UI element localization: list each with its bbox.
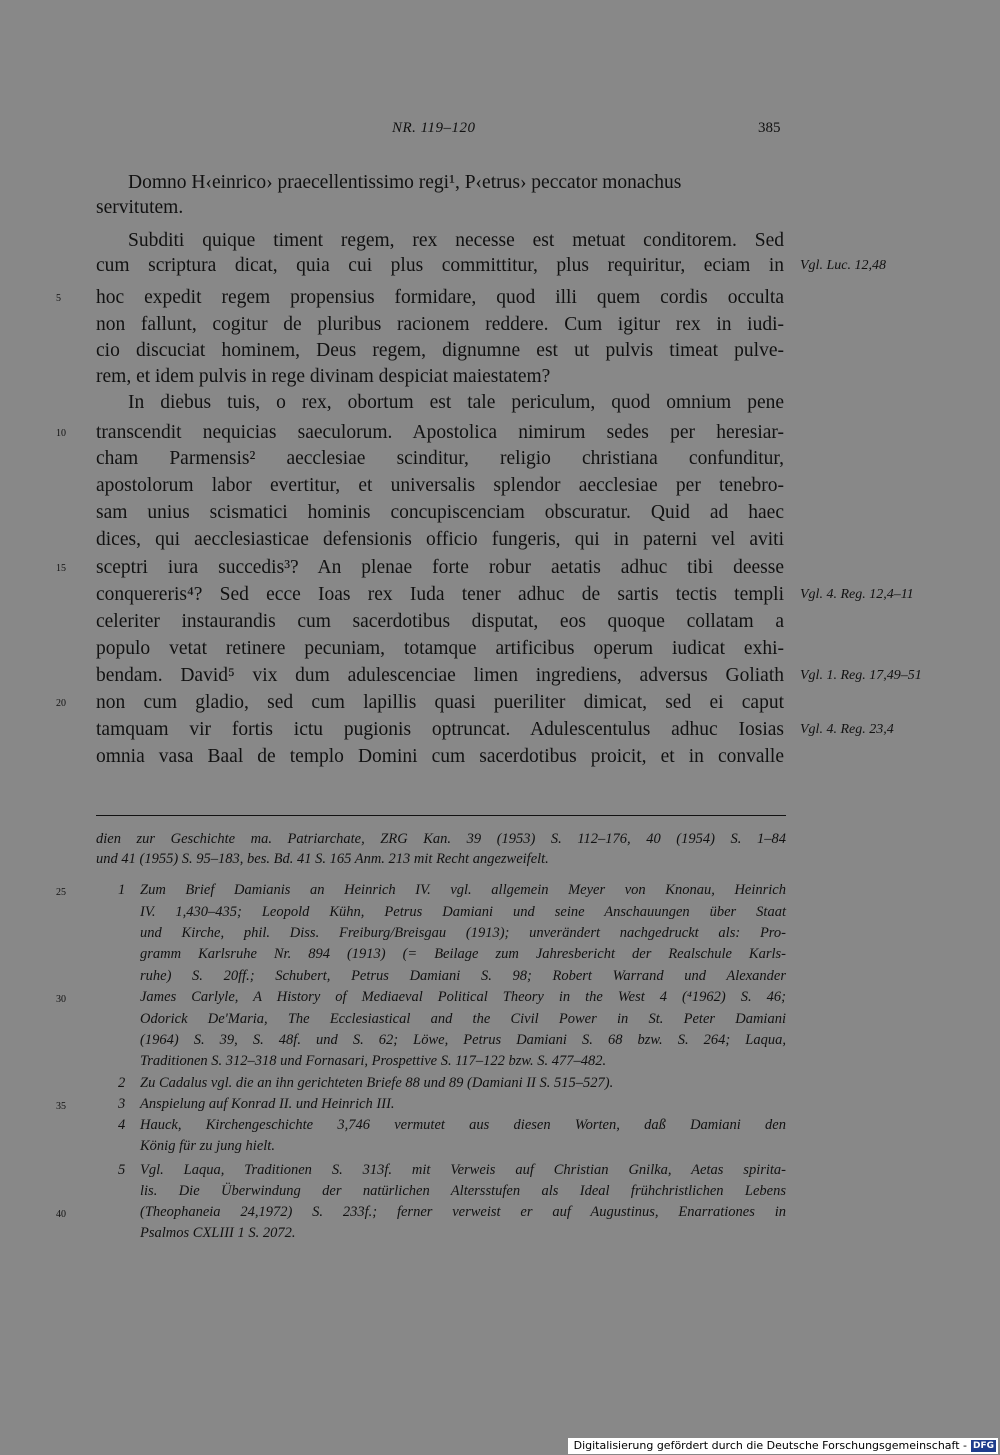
body-line: dices, qui aecclesiasticae defensionis officio fungeris, qui in paterni vel aviti	[96, 529, 784, 550]
footnote-line: Traditionen S. 312–318 und Fornasari, Prospettive S. 117–122 bzw. S. 477–482.	[140, 1053, 607, 1069]
body-line: cham Parmensis² aecclesiae scinditur, religio christiana confunditur,	[96, 448, 784, 469]
body-line: tamquam vir fortis ictu pugionis optruncat. Adulescentulus adhuc Iosias	[96, 719, 784, 740]
footnote-line: Hauck, Kirchengeschichte 3,746 vermutet aus diesen Worten, daß Damiani den	[140, 1117, 786, 1133]
body-line: rem, et idem pulvis in rege divinam despiciat maiestatem?	[96, 366, 551, 387]
footnote-line: Zum Brief Damianis an Heinrich IV. vgl. allgemein Meyer von Knonau, Heinrich	[140, 882, 786, 898]
margin-reference: Vgl. Luc. 12,48	[800, 258, 886, 273]
body-line: non cum gladio, sed cum lapillis quasi pueriliter dimicat, sed ei caput	[96, 692, 784, 713]
footnote-rule	[96, 815, 786, 816]
line-number: 10	[56, 428, 66, 439]
body-line: cum scriptura dicat, quia cui plus committitur, plus requiritur, eciam in	[96, 255, 784, 276]
footnote-line: (Theophaneia 24,1972) S. 233f.; ferner verweist er auf Augustinus, Enarrationes in	[140, 1204, 786, 1220]
footnote-number: 5	[118, 1162, 126, 1178]
body-line: transcendit nequicias saeculorum. Apostolica nimirum sedes per heresiar-	[96, 422, 784, 443]
footnote-line: (1964) S. 39, S. 48f. und S. 62; Löwe, Petrus Damiani S. 68 bzw. S. 264; Laqua,	[140, 1032, 786, 1048]
footnote-number: 1	[118, 882, 126, 898]
footnote-number: 3	[118, 1096, 126, 1112]
footnote-line: und 41 (1955) S. 95–183, bes. Bd. 41 S. 165 Anm. 213 mit Recht angezweifelt.	[96, 851, 549, 867]
footnote-line: Odorick De'Maria, The Ecclesiastical and the Civil Power in St. Peter Damiani	[140, 1011, 786, 1027]
footnote-line: IV. 1,430–435; Leopold Kühn, Petrus Damiani und seine Anschauungen über Staat	[140, 904, 786, 920]
footnote-line: lis. Die Überwindung der natürlichen Altersstufen als Ideal frühchristlichen Lebens	[140, 1183, 786, 1199]
footnote-line: ruhe) S. 20ff.; Schubert, Petrus Damiani S. 98; Robert Warrand und Alexander	[140, 968, 786, 984]
body-line: sam unius scismatici hominis concupiscenciam obscuratur. Quid ad haec	[96, 502, 784, 523]
body-line: hoc expedit regem propensius formidare, quod illi quem cordis occulta	[96, 287, 784, 308]
body-line: servitutem.	[96, 197, 184, 218]
dfg-logo[interactable]: DFG	[972, 1441, 994, 1451]
body-line: omnia vasa Baal de templo Domini cum sacerdotibus proicit, et in convalle	[96, 746, 784, 767]
line-number: 30	[56, 994, 66, 1005]
footnote-line: gramm Karlsruhe Nr. 894 (1913) (= Beilage zum Jahresbericht der Realschule Karls-	[140, 946, 786, 962]
body-line: apostolorum labor evertitur, et universalis splendor aecclesiae per tenebro-	[96, 475, 784, 496]
footnote-line: Zu Cadalus vgl. die an ihn gerichteten Briefe 88 und 89 (Damiani II S. 515–527).	[140, 1075, 614, 1091]
line-number: 20	[56, 698, 66, 709]
footnote-line: Psalmos CXLIII 1 S. 2072.	[140, 1225, 296, 1241]
footnote-line: Anspielung auf Konrad II. und Heinrich III.	[140, 1096, 395, 1112]
line-number: 5	[56, 293, 61, 304]
margin-reference: Vgl. 4. Reg. 23,4	[800, 722, 894, 737]
body-line: celeriter instaurandis cum sacerdotibus disputat, eos quoque collatam a	[96, 611, 784, 632]
body-line: bendam. David⁵ vix dum adulescenciae limen ingrediens, adversus Goliath	[96, 665, 784, 686]
line-number: 40	[56, 1209, 66, 1220]
footnote-line: James Carlyle, A History of Mediaeval Political Theory in the West 4 (⁴1962) S. 46;	[140, 989, 786, 1005]
body-line: In diebus tuis, o rex, obortum est tale periculum, quod omnium pene	[128, 392, 784, 413]
body-line: Domno H‹einrico› praecellentissimo regi¹, P‹etrus› peccator monachus	[128, 172, 682, 193]
digitization-footer	[568, 1438, 998, 1454]
footnote-number: 2	[118, 1075, 126, 1091]
body-line: conquereris⁴? Sed ecce Ioas rex Iuda tener adhuc de sartis tectis templi	[96, 584, 784, 605]
line-number: 25	[56, 887, 66, 898]
footer-text: Digitalisierung gefördert durch die Deutsche Forschungsgemeinschaft -	[573, 1439, 967, 1452]
margin-reference: Vgl. 1. Reg. 17,49–51	[800, 668, 922, 683]
body-line: cio discuciat hominem, Deus regem, dignumne est ut pulvis timeat pulve-	[96, 340, 784, 361]
line-number: 15	[56, 563, 66, 574]
footnote-line: Vgl. Laqua, Traditionen S. 313f. mit Verweis auf Christian Gnilka, Aetas spirita-	[140, 1162, 786, 1178]
footnote-line: dien zur Geschichte ma. Patriarchate, ZRG Kan. 39 (1953) S. 112–176, 40 (1954) S. 1–84	[96, 831, 786, 847]
running-head-title: NR. 119–120	[392, 120, 476, 136]
body-line: non fallunt, cogitur de pluribus racionem reddere. Cum igitur rex in iudi-	[96, 314, 784, 335]
body-line: Subditi quique timent regem, rex necesse est metuat conditorem. Sed	[128, 230, 784, 251]
margin-reference: Vgl. 4. Reg. 12,4–11	[800, 587, 914, 602]
page-number: 385	[758, 120, 781, 136]
line-number: 35	[56, 1101, 66, 1112]
body-line: populo vetat retinere pecuniam, totamque artificibus operum iudicat exhi-	[96, 638, 784, 659]
footnote-line: und Kirche, phil. Diss. Freiburg/Breisgau (1913); unverändert nachgedruckt als: Pro-	[140, 925, 786, 941]
footnote-number: 4	[118, 1117, 126, 1133]
body-line: sceptri iura succedis³? An plenae forte robur aetatis adhuc tibi deesse	[96, 557, 784, 578]
footnote-line: König für zu jung hielt.	[140, 1138, 275, 1154]
